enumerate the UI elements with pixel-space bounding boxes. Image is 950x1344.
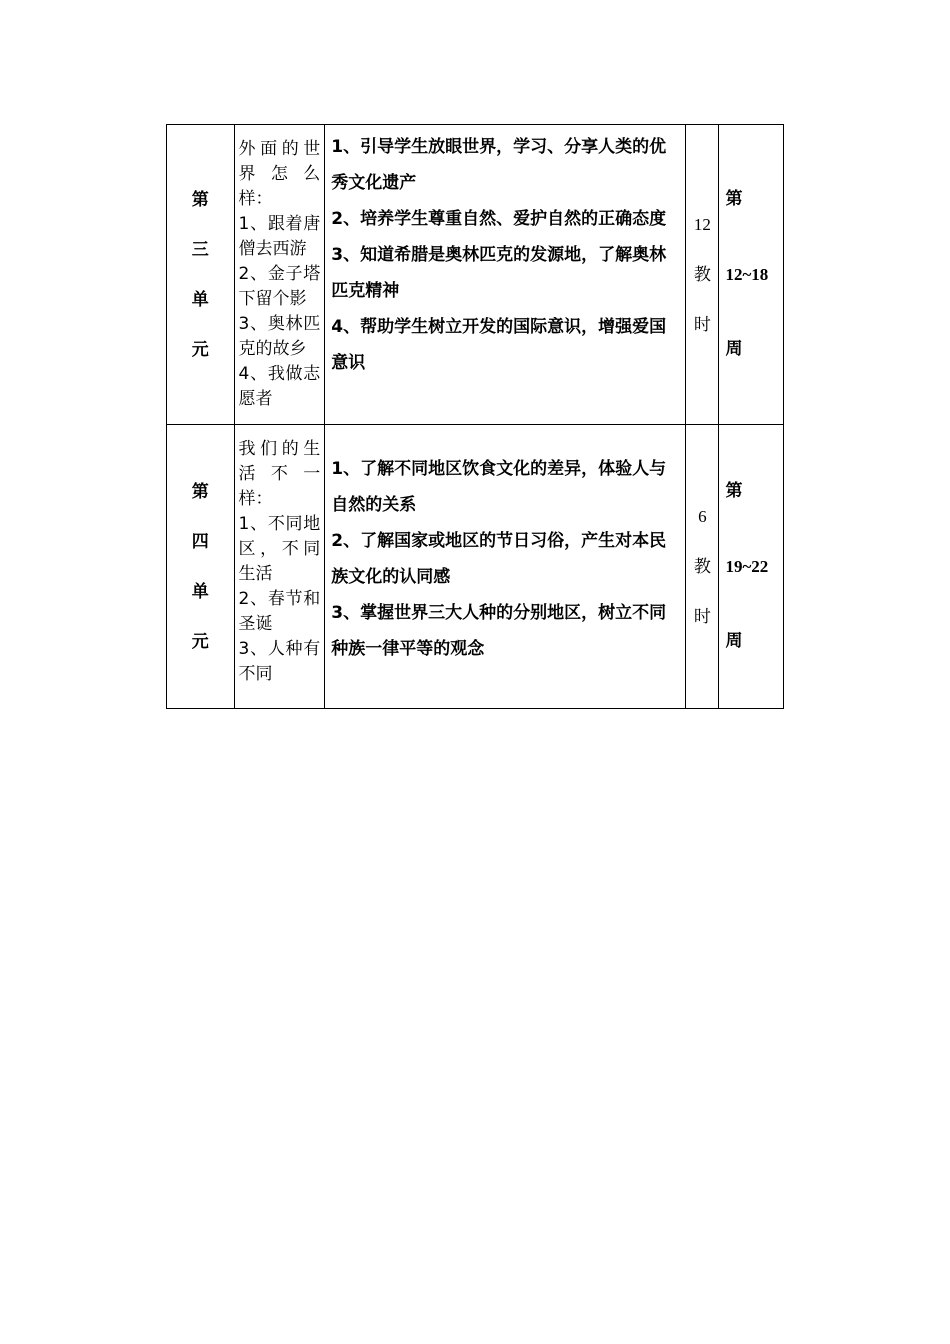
unit-char: 元 (191, 631, 209, 652)
goals-cell (325, 125, 686, 425)
unit-cell (167, 425, 235, 709)
goal-item: 2、了解国家或地区的节日习俗，产生对本民族文化的认同感 (331, 531, 667, 587)
hours-char: 时 (693, 606, 711, 627)
hours-count: 6 (698, 506, 707, 526)
topic-title: 外面的世界怎么样： (238, 139, 321, 209)
hours-char: 教 (693, 264, 711, 285)
hours-char: 教 (693, 556, 711, 577)
unit-char: 单 (191, 581, 209, 602)
topic-lesson: 4、我做志愿者 (238, 364, 321, 409)
topic-lesson: 3、奥林匹克的故乡 (238, 314, 321, 359)
topic-title: 我们的生活不一样： (238, 439, 321, 509)
goal-item: 3、知道希腊是奥林匹克的发源地，了解奥林匹克精神 (331, 245, 667, 301)
hours-cell (686, 425, 719, 709)
weeks-range: 12~18 (725, 265, 769, 284)
goals-cell (325, 425, 686, 709)
unit-char: 四 (191, 531, 209, 552)
goal-item: 2、培养学生尊重自然、爱护自然的正确态度 (331, 209, 667, 229)
weeks-char: 周 (725, 339, 743, 359)
weeks-char: 第 (725, 481, 743, 501)
hours-char: 时 (693, 314, 711, 335)
hours-cell (686, 125, 719, 425)
goal-item: 1、引导学生放眼世界，学习、分享人类的优秀文化遗产 (331, 137, 667, 193)
table-row (167, 425, 784, 709)
weeks-cell (719, 425, 784, 709)
unit-char: 元 (191, 339, 209, 360)
topic-lesson: 2、春节和圣诞 (238, 589, 321, 634)
topic-cell (234, 125, 325, 425)
topic-lesson: 1、不同地区，不同生活 (238, 514, 321, 584)
table-row (167, 125, 784, 425)
teaching-plan-table (166, 124, 784, 709)
weeks-char: 第 (725, 189, 743, 209)
topic-cell (234, 425, 325, 709)
unit-char: 三 (191, 239, 209, 260)
unit-char: 单 (191, 289, 209, 310)
topic-lesson: 1、跟着唐僧去西游 (238, 214, 321, 259)
goal-item: 1、了解不同地区饮食文化的差异，体验人与自然的关系 (331, 459, 667, 515)
weeks-range: 19~22 (725, 557, 769, 576)
topic-lesson: 2、金子塔下留个影 (238, 264, 321, 309)
unit-char: 第 (191, 481, 209, 502)
topic-lesson: 3、人种有不同 (238, 639, 321, 684)
weeks-cell (719, 125, 784, 425)
unit-char: 第 (191, 189, 209, 210)
hours-count: 12 (693, 214, 711, 234)
weeks-char: 周 (725, 631, 743, 651)
goal-item: 4、帮助学生树立开发的国际意识，增强爱国意识 (331, 317, 667, 373)
goal-item: 3、掌握世界三大人种的分别地区，树立不同种族一律平等的观念 (331, 603, 667, 659)
unit-cell (167, 125, 235, 425)
